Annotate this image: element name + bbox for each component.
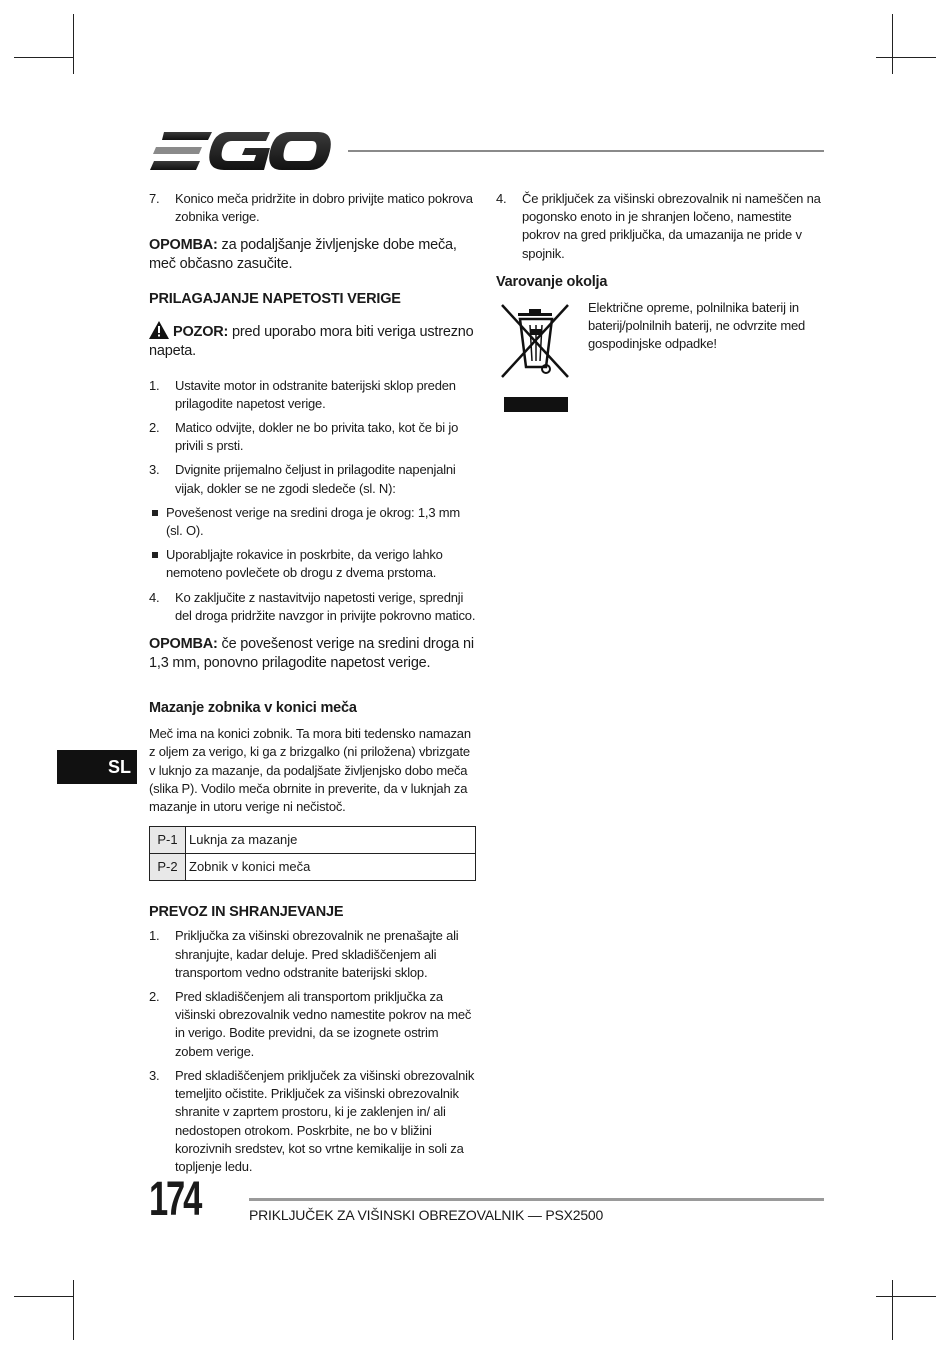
heading-chain-tension: PRILAGAJANJE NAPETOSTI VERIGE (149, 291, 401, 308)
note-sag: OPOMBA: če povešenost verige na sredini droga ni 1,3 mm, ponovno prilagodite napetost verige. (149, 636, 474, 672)
bullet-item: Povešenost verige na sredini droga je okrog: 1,3 mm (sl. O). (149, 504, 479, 540)
crop-mark (73, 1280, 74, 1340)
note-bar-rotation: OPOMBA: za podaljšanje življenjske dobe meča, meč občasno zasučite. (149, 237, 457, 273)
warning-triangle-icon (149, 321, 169, 339)
lubrication-text: Meč ima na konici zobnik. Ta mora biti tedensko namazan z oljem za verigo, ki ga z brizgalko (ni priložena) vbrizgate v luknjo za mazanje, da podaljšate življenjsko dobo meča (slika P). Vodilo meča obrnite in preverite, da v luknjah za mazanje in utoru verige ni nečistoč. (149, 726, 471, 815)
table-row: P-1 Luknja za mazanje (150, 827, 476, 854)
list-item: 1. Priključka za višinski obrezovalnik ne prenašajte ali shranjujte, kadar deluje. Pred skladiščenjem ali transportom vedno odstranite baterijski sklop. (149, 928, 459, 980)
crop-mark (892, 1280, 893, 1340)
heading-environment: Varovanje okolja (496, 273, 608, 290)
list-item: 2. Matico odvijte, dokler ne bo privita tako, kot če bi jo privili s prsti. (149, 420, 459, 454)
parts-table (149, 826, 476, 881)
crop-mark (73, 14, 74, 74)
bullet-item: Uporabljajte rokavice in poskrbite, da verigo lahko nemoteno povlečete ob drogu z dvema prstoma. (149, 546, 479, 582)
footer-rule (249, 1198, 824, 1201)
crop-mark (14, 57, 74, 58)
table-row: P-2 Zobnik v konici meča (150, 854, 476, 881)
environment-text: Električne opreme, polnilnika baterij in baterij/polnilnih baterij, ne odvrzite med gospodinjske odpadke! (588, 300, 806, 352)
page-number: 174 (149, 1173, 201, 1226)
step-4-storage: 4. Če priključek za višinski obrezovalnik ni nameščen na pogonsko enoto in je shranjen ločeno, namestite pokrov na gred priključka, da umazanija ne pride v spojnik. (496, 191, 821, 261)
warning-tension: POZOR: pred uporabo mora biti veriga ustrezno napeta. (149, 321, 479, 361)
step-7: 7. Konico meča pridržite in dobro privijte matico pokrova zobnika verige. (149, 191, 473, 225)
weee-bin-icon (496, 299, 576, 415)
ego-logo (150, 130, 332, 172)
list-item: 3. Pred skladiščenjem priključek za višinski obrezovalnik temeljito očistite. Priključek za višinski obrezovalnik shranite v zaprtem prostoru, ki je zaklenjen in/ ali nedostopen otrokom. Poskrbite, ne bo v bližini korozivnih sredstev, kot so vrtne kemikalije in soli za topljenje ledu. (149, 1067, 475, 1174)
right-column (496, 190, 824, 415)
list-item: 3. Dvignite prijemalno čeljust in prilagodite napenjalni vijak, dokler se ne zgodi sledeče (sl. N): (149, 462, 456, 496)
header-rule (348, 150, 824, 152)
crop-mark (876, 1296, 936, 1297)
list-item: 1. Ustavite motor in odstranite baterijski sklop preden prilagodite napetost verige. (149, 377, 456, 411)
left-column (149, 190, 479, 1182)
crop-mark (14, 1296, 74, 1297)
heading-transport: PREVOZ IN SHRANJEVANJE (149, 904, 344, 921)
list-item: 2. Pred skladiščenjem ali transportom priključka za višinski obrezovalnik vedno namestite pokrov na meč in verigo. Bodite previdni, da se izognete ostrim zobem verige. (149, 989, 472, 1059)
language-tab: SL (57, 750, 137, 784)
weee-block (496, 299, 824, 415)
footer-title: PRIKLJUČEK ZA VIŠINSKI OBREZOVALNIK — PSX2500 (249, 1207, 604, 1223)
bullet-square-icon (152, 552, 158, 558)
crop-mark (892, 14, 893, 74)
crop-mark (876, 57, 936, 58)
heading-lubrication: Mazanje zobnika v konici meča (149, 700, 357, 717)
bullet-square-icon (152, 510, 158, 516)
list-item: 4. Ko zaključite z nastavitvijo napetosti verige, sprednji del droga pridržite navzgor in privijte pokrovno matico. (149, 589, 476, 623)
